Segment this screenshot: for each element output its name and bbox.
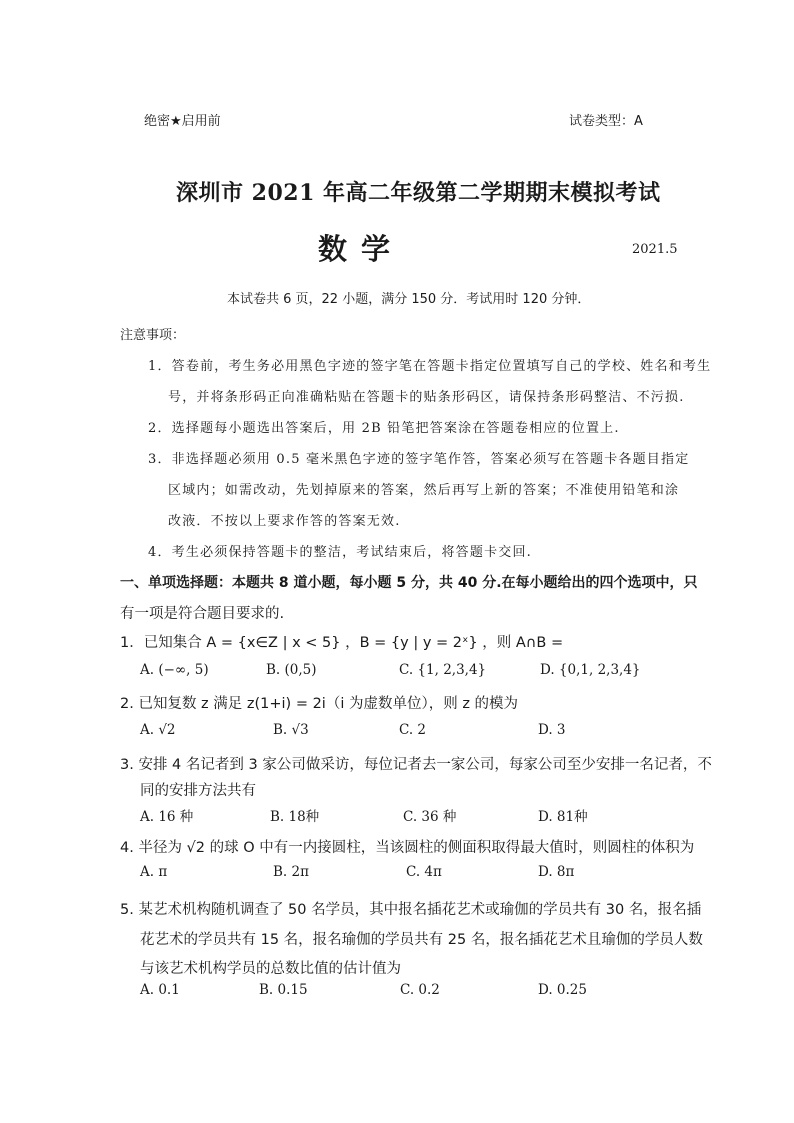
question-4-stem: 4. 半径为 √2 的球 O 中有一内接圆柱，当该圆柱的侧面积取得最大值时，则圆柱的体积为: [120, 840, 695, 856]
notice-item-1-cont: 号，并将条形码正向准确粘贴在答题卡的贴条形码区，请保持条形码整洁、不污损.: [168, 390, 685, 405]
notice-item-3: 3．非选择题必须用 0.5 毫米黑色字迹的签字笔作答，答案必须写在答题卡各题目指定: [148, 452, 690, 467]
question-1-option-d: D. {0,1, 2,3,4}: [540, 662, 641, 678]
question-2-option-c: C. 2: [399, 722, 427, 738]
question-5-option-a: A. 0.1: [140, 982, 180, 998]
notice-heading: 注意事项：: [120, 328, 186, 343]
question-5-option-b: B. 0.15: [259, 982, 308, 998]
exam-info: 本试卷共 6 页，22 小题，满分 150 分．考试用时 120 分钟．: [227, 292, 591, 307]
exam-title: 深圳市 2021 年高二年级第二学期期末模拟考试: [176, 180, 661, 206]
confidential-label: 绝密★启用前: [144, 114, 221, 129]
section-heading-cont: 有一项是符合题目要求的.: [120, 606, 285, 622]
question-3-stem-cont: 同的安排方法共有: [140, 783, 256, 799]
notice-item-4: 4．考生必须保持答题卡的整洁，考试结束后，将答题卡交回.: [148, 545, 533, 560]
question-3-option-a: A. 16 种: [140, 809, 194, 825]
question-2-option-d: D. 3: [538, 722, 566, 738]
question-4-option-c: C. 4π: [406, 864, 442, 880]
question-5-option-c: C. 0.2: [400, 982, 440, 998]
question-2-option-b: B. √3: [273, 722, 309, 738]
notice-item-1: 1．答卷前，考生务必用黑色字迹的签字笔在答题卡指定位置填写自己的学校、姓名和考生: [148, 359, 712, 374]
notice-item-2: 2．选择题每小题选出答案后，用 2B 铅笔把答案涂在答题卷相应的位置上.: [148, 421, 620, 436]
question-5-stem: 5. 某艺术机构随机调查了 50 名学员，其中报名插花艺术或瑜伽的学员共有 30 名，报名插: [120, 902, 702, 918]
question-4-option-d: D. 8π: [538, 864, 575, 880]
question-5-option-d: D. 0.25: [538, 982, 587, 998]
question-1-stem: 1．已知集合 A = {x∈Z | x < 5} ，B = {y | y = 2ˣ} ，则 A∩B =: [120, 635, 564, 651]
question-5-stem-cont: 花艺术的学员共有 15 名，报名瑜伽的学员共有 25 名，报名插花艺术且瑜伽的学员人数: [140, 932, 703, 948]
question-3-option-b: B. 18种: [270, 809, 320, 825]
question-2-stem: 2. 已知复数 z 满足 z(1+i) = 2i（i 为虚数单位），则 z 的模为: [120, 696, 519, 712]
question-4-option-a: A. π: [140, 864, 168, 880]
notice-item-3-cont: 区域内；如需改动，先划掉原来的答案，然后再写上新的答案；不准使用铅笔和涂: [168, 483, 680, 498]
notice-item-3-cont2: 改液．不按以上要求作答的答案无效.: [168, 514, 401, 529]
question-2-option-a: A. √2: [140, 722, 176, 738]
question-1-option-a: A. (−∞, 5): [140, 662, 209, 678]
question-3-option-d: D. 81种: [538, 809, 588, 825]
paper-type-label: 试卷类型：A: [569, 114, 643, 129]
section-heading: 一、单项选择题：本题共 8 道小题，每小题 5 分，共 40 分.在每小题给出的四个选项中，只: [120, 575, 698, 591]
question-3-stem: 3. 安排 4 名记者到 3 家公司做采访，每位记者去一家公司，每家公司至少安排一名记者，不: [120, 757, 712, 773]
subject-title: 数学: [318, 232, 405, 266]
question-3-option-c: C. 36 种: [403, 809, 457, 825]
question-1-option-b: B. (0,5): [266, 662, 317, 678]
question-1-option-c: C. {1, 2,3,4}: [399, 662, 487, 678]
exam-date: 2021.5: [632, 242, 678, 257]
question-4-option-b: B. 2π: [273, 864, 309, 880]
question-5-stem-cont2: 与该艺术机构学员的总数比值的估计值为: [140, 961, 401, 977]
